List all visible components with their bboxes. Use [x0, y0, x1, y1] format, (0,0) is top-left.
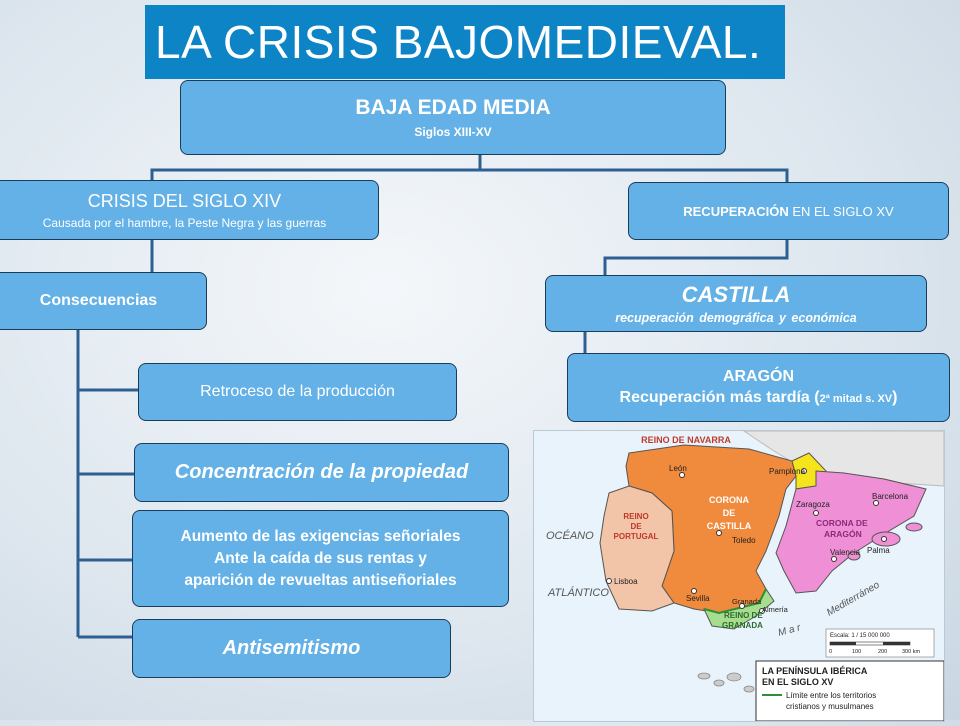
label-castilla-2: DE [722, 508, 736, 518]
slide-title: LA CRISIS BAJOMEDIEVAL. [145, 5, 785, 79]
aragon-line-sup: 2ª mitad s. XV [819, 393, 893, 405]
baja-edad-media-title: BAJA EDAD MEDIA [355, 96, 551, 119]
label-toledo: Toledo [732, 536, 756, 545]
svg-text:LA PENÍNSULA IBÉRICA: LA PENÍNSULA IBÉRICA [762, 666, 868, 676]
label-castilla-1: CORONA [709, 495, 749, 505]
label-aragon-1: CORONA DE [816, 518, 868, 528]
label-mar: M a r [776, 622, 802, 639]
castilla-box [545, 275, 927, 332]
exigencias-box [132, 510, 509, 607]
label-pamplona: Pamplona [769, 467, 806, 476]
label-oceano: OCÉANO [546, 530, 594, 542]
crisis-subtitle: Causada por el hambre, la Peste Negra y las guerras [42, 215, 327, 230]
consecuencias-label: Consecuencias [39, 292, 158, 309]
label-valencia: Valencia [830, 548, 861, 557]
label-navarra: REINO DE NAVARRA [641, 435, 731, 445]
castilla-subtitle: recuperación demográfica y económica [615, 311, 857, 325]
canary-islands [698, 673, 754, 692]
label-portugal-2: DE [630, 522, 642, 531]
castilla-title: CASTILLA [681, 282, 791, 307]
recuperacion-box [628, 182, 949, 240]
svg-text:Límite entre los territorios: Límite entre los territorios [786, 691, 877, 700]
label-portugal-3: PORTUGAL [613, 532, 659, 541]
concentracion-box [134, 443, 509, 502]
iberian-peninsula-map [533, 430, 945, 722]
portugal-area [600, 486, 674, 611]
aragon-box [567, 353, 950, 422]
label-granada-1: REINO DE [724, 611, 763, 620]
concentracion-label: Concentración de la propiedad [174, 461, 469, 483]
svg-text:0: 0 [829, 649, 833, 655]
aragon-line [620, 389, 898, 407]
label-portugal-1: REINO [623, 512, 649, 521]
label-sevilla: Sevilla [686, 594, 710, 603]
label-barcelona: Barcelona [872, 492, 909, 501]
svg-text:100: 100 [852, 649, 862, 655]
svg-text:Escala: 1 / 15 000 000: Escala: 1 / 15 000 000 [830, 633, 890, 639]
label-granada-2: GRANADA [722, 621, 763, 630]
aragon-title: ARAGÓN [722, 368, 795, 385]
retroceso-label: Retroceso de la producción [200, 383, 395, 400]
exigencias-line-3: aparición de revueltas antiseñoriales [184, 571, 457, 589]
svg-text:200: 200 [878, 649, 888, 655]
exigencias-line-1: Aumento de las exigencias señoriales [180, 527, 461, 545]
svg-text:300 km: 300 km [902, 649, 921, 655]
label-granada-city: Granada [732, 597, 762, 606]
crisis-title: CRISIS DEL SIGLO XIV [87, 190, 282, 211]
label-zaragoza: Zaragoza [796, 500, 830, 509]
crisis-siglo-xiv-box [0, 180, 379, 240]
map-svg [534, 431, 944, 721]
svg-text:cristianos y musulmanes: cristianos y musulmanes [786, 702, 874, 711]
baja-edad-media-box [180, 80, 726, 155]
label-atlantico: ATLÁNTICO [548, 587, 609, 599]
baja-edad-media-subtitle: Siglos XIII-XV [414, 125, 492, 139]
aragon-line-end: ) [892, 389, 898, 406]
exigencias-line-2: Ante la caída de sus rentas y [214, 549, 427, 567]
map-scale [826, 629, 934, 657]
label-mediterraneo: Mediterráneo [825, 579, 882, 619]
label-leon: León [669, 464, 687, 473]
menorca-area [906, 523, 922, 531]
retroceso-box [138, 363, 457, 421]
svg-text:EN EL SIGLO XV: EN EL SIGLO XV [762, 677, 834, 687]
antisemitismo-label: Antisemitismo [222, 637, 361, 659]
label-castilla-3: CASTILLA [706, 521, 752, 531]
map-legend [756, 661, 944, 721]
label-aragon-2: ARAGÓN [824, 529, 862, 539]
consecuencias-box [0, 272, 207, 330]
label-lisboa: Lisboa [614, 577, 638, 586]
aragon-line-main: Recuperación más tardía ( [619, 389, 820, 406]
label-almeria: Almería [762, 605, 788, 614]
label-palma: Palma [867, 546, 890, 555]
antisemitismo-box [132, 619, 451, 678]
recuperacion-rest: EN EL SIGLO XV [788, 203, 894, 219]
recuperacion-bold: RECUPERACIÓN [683, 203, 789, 219]
